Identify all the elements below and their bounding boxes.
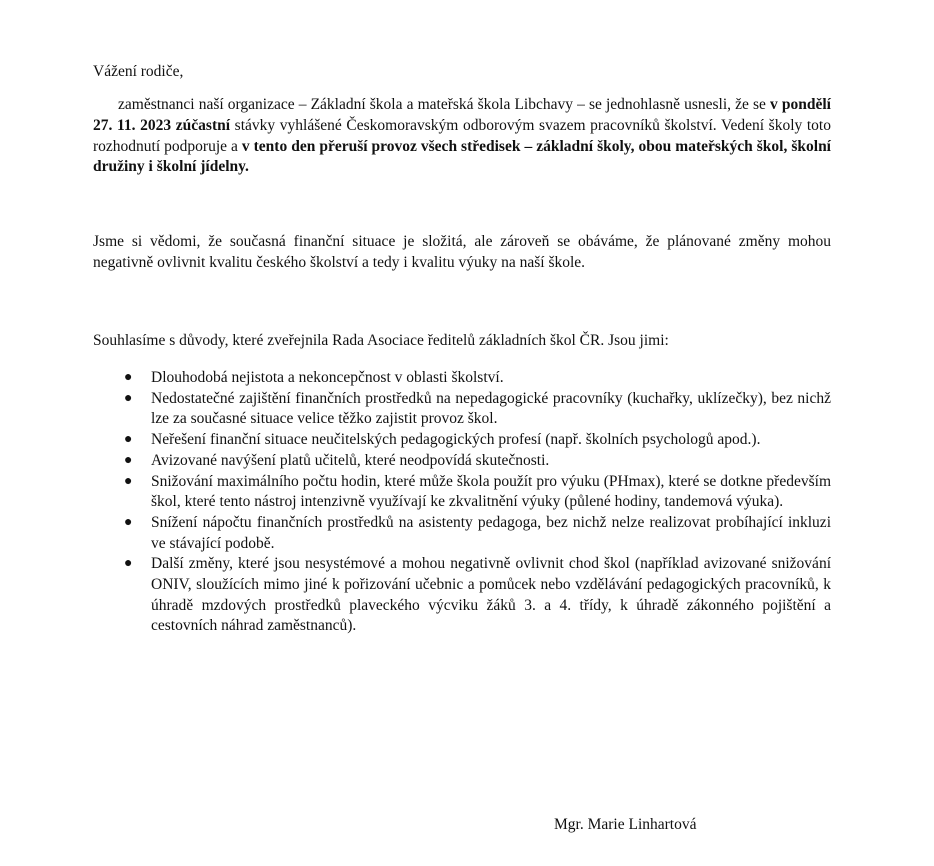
bullet-icon: ● — [124, 370, 133, 385]
announcement-paragraph — [93, 95, 831, 178]
reason-item — [93, 554, 831, 637]
reason-text: Nedostatečné zajištění finančních prostředků na nepedagogické pracovníky (kuchařky, uklízečky), bez nichž lze za současné situace velice těžko zajistit provoz škol. — [151, 389, 831, 428]
reason-item — [93, 451, 831, 472]
reason-text: Snížení nápočtu finančních prostředků na asistenty pedagoga, bez nichž nelze realizovat probíhající inkluzi ve stávající podobě. — [151, 513, 831, 552]
bullet-icon: ● — [124, 473, 133, 489]
announcement-text-1: zaměstnanci naší organizace – Základní škola a mateřská škola Libchavy – se jednohlasně usnesli, že se — [118, 96, 771, 113]
reason-item — [93, 368, 831, 389]
signature: Mgr. Marie Linhartová — [554, 816, 697, 833]
announcement-date-bold: v pondělí 27. 11. 2023 zúčastní — [93, 96, 831, 134]
bullet-icon: ● — [124, 514, 133, 530]
greeting: Vážení rodiče, — [93, 63, 184, 80]
reason-text: Další změny, které jsou nesystémové a mohou negativně ovlivnit chod škol (například avizované snižování ONIV, sloužících mimo jiné k pořizování učebnic a pomůcek nebo vzdělávání pedagogických pracovníků, k úhradě mzdových prostředků plaveckého výcviku žáků 3. a 4. třídy, k úhradě zákonného pojištění a cestovních náhrad zaměstnanců). — [151, 555, 831, 635]
reason-text: Snižování maximálního počtu hodin, které může škola použít pro výuku (PHmax), které se dotkne především škol, které tento nástroj intenzivně využívají ke zkvalitnění výuky (půlené hodiny, tandemová výuka). — [151, 472, 831, 511]
reason-text: Avizované navýšení platů učitelů, které neodpovídá skutečnosti. — [151, 451, 550, 469]
bullet-icon: ● — [124, 432, 133, 448]
reasons-list — [93, 368, 831, 637]
bullet-icon: ● — [124, 390, 133, 406]
reason-item — [93, 430, 831, 451]
announcement-closure-bold: v tento den přeruší provoz všech středisek – základní školy, obou mateřských škol, školní družiny i školní jídelny. — [93, 137, 831, 176]
announcement-text-2: stávky vyhlášené Českomoravským odborovým svazem pracovníků školství. Vedení školy toto rozhodnutí podporuje a — [93, 116, 831, 155]
reason-text: Neřešení finanční situace neučitelských pedagogických profesí (např. školních psychologů apod.). — [151, 431, 761, 449]
reason-text: Dlouhodobá nejistota a nekoncepčnost v oblasti školství. — [151, 369, 504, 386]
bullet-icon: ● — [124, 556, 133, 572]
bullet-icon: ● — [124, 452, 133, 468]
reason-item — [93, 389, 831, 430]
concern-paragraph: Jsme si vědomi, že současná finanční situace je složitá, ale zároveň se obáváme, že plánované změny mohou negativně ovlivnit kvalitu českého školství a tedy i kvalitu výuky na naší škole. — [93, 233, 831, 271]
reason-item — [93, 513, 831, 554]
reason-item — [93, 472, 831, 513]
reasons-intro: Souhlasíme s důvody, které zveřejnila Rada Asociace ředitelů základních škol ČR. Jsou jimi: — [93, 332, 669, 349]
